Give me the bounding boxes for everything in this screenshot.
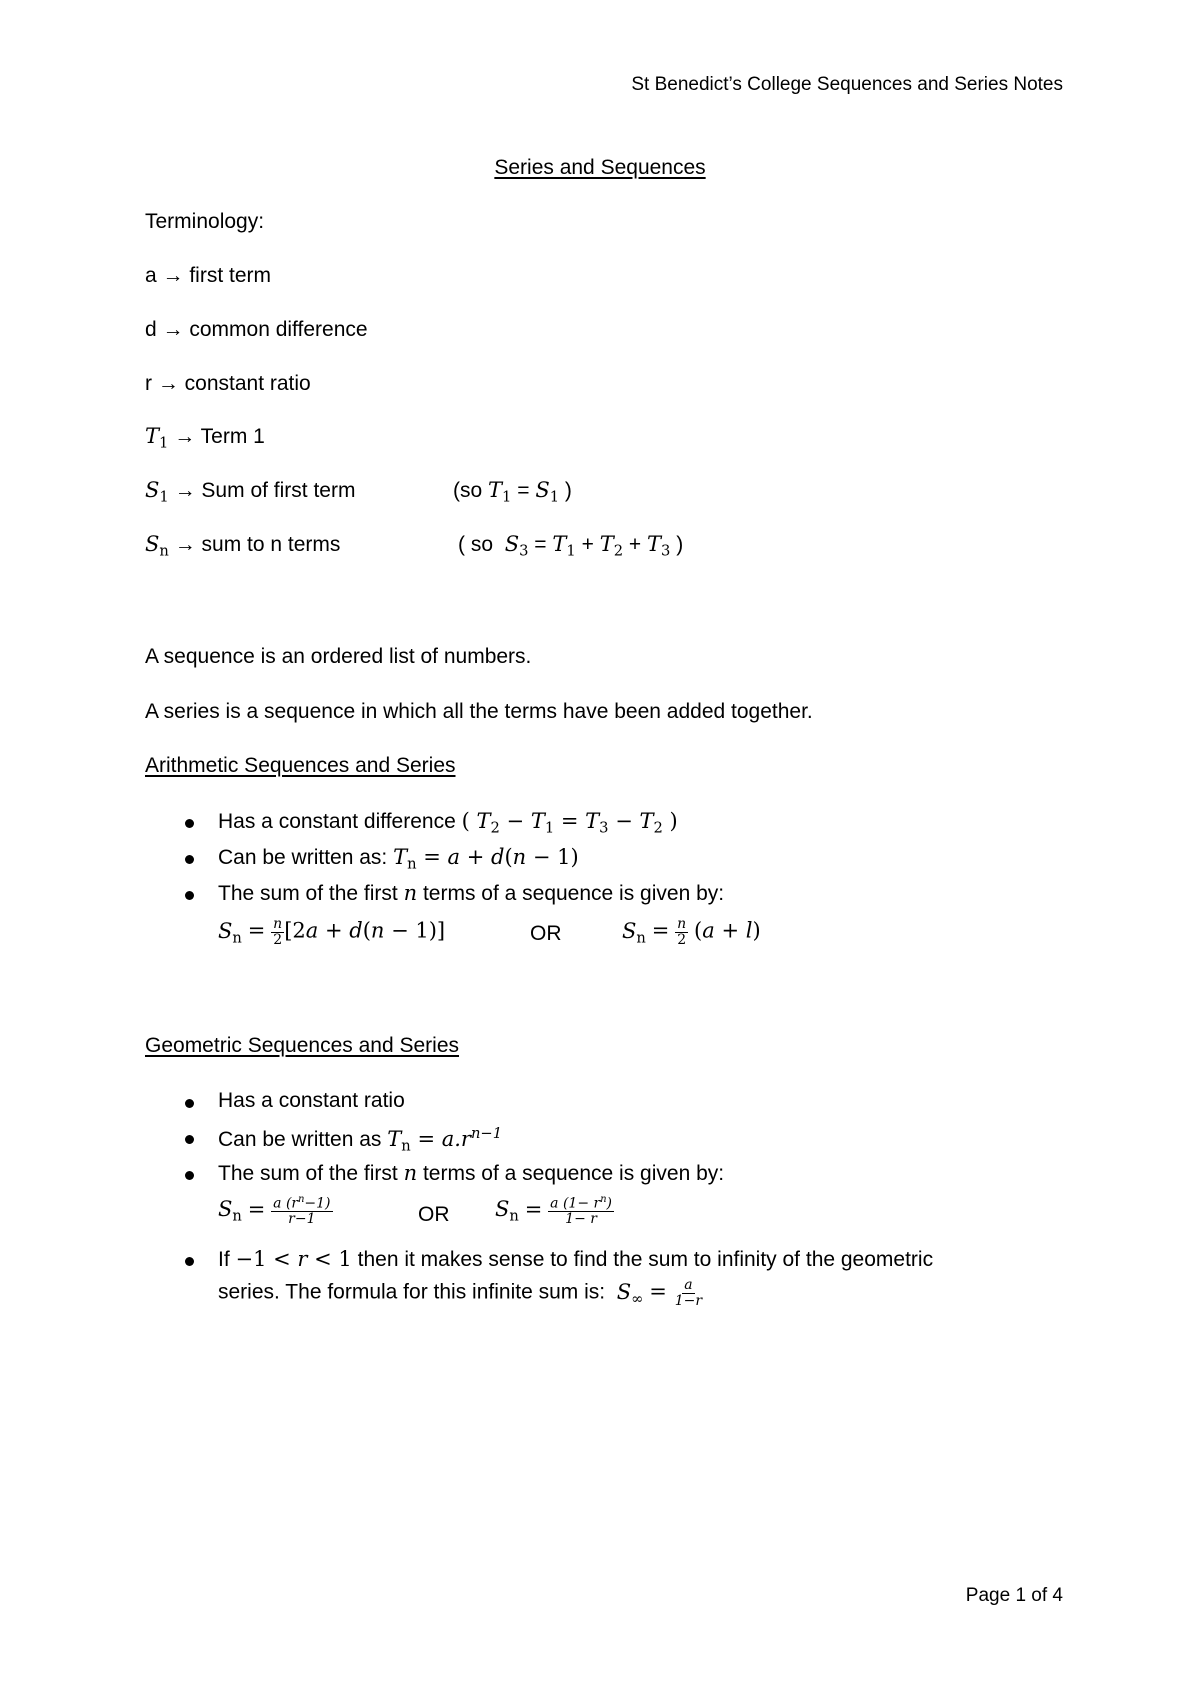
- arithmetic-heading: Arithmetic Sequences and Series: [145, 754, 456, 777]
- arith-bullet-difference: Has a constant difference ( $T_2 - T_1 = T_3 - T_2$ ): [218, 809, 678, 837]
- geo-or: OR: [418, 1203, 450, 1226]
- arith-or: OR: [530, 922, 562, 945]
- arith-bullet2-text: Can be written as:: [218, 846, 388, 869]
- geo-bullet-sum: The sum of the first n terms of a sequence is given by:: [218, 1161, 725, 1185]
- bullet-icon: [185, 1099, 194, 1108]
- arith-bullet-formula: Can be written as: $T_n = a + d(n - 1)$: [218, 845, 579, 873]
- arith-bullet-sum: The sum of the first n terms of a sequence is given by:: [218, 881, 725, 905]
- geo-bullet2-text: Can be written as: [218, 1128, 382, 1152]
- s1-note: (so $T_1 = S_1$ ): [453, 478, 572, 506]
- term-t1: [145, 424, 265, 451]
- arith-bullet3-text-a: The sum of the first: [218, 882, 398, 905]
- geo-bullet3-text-a: The sum of the first: [218, 1162, 398, 1185]
- bullet-icon: [185, 1135, 194, 1144]
- geo-bullet4-text-b: then it makes sense to find the sum to infinity of the geometric: [357, 1248, 934, 1271]
- bullet-icon: [185, 1257, 194, 1266]
- bullet-icon: [185, 1171, 194, 1180]
- arith-sum-formula-2: $S_n$ = $\frac{n}{2}$ (a + l): [622, 916, 761, 948]
- geo-bullet4-text-a: If: [218, 1248, 230, 1271]
- s1-symbol: $S_1$: [145, 478, 169, 506]
- page-title: Series and Sequences: [494, 156, 706, 179]
- sequence-definition: A sequence is an ordered list of numbers.: [145, 645, 532, 668]
- geo-bullet-ratio: Has a constant ratio: [218, 1089, 405, 1112]
- bullet-icon: [185, 855, 194, 864]
- geometric-heading: Geometric Sequences and Series: [145, 1034, 460, 1057]
- geo-bullet-formula: Can be written as $T_n = a.r^{n-1}$: [218, 1125, 503, 1155]
- s1-label: → Sum of first term: [174, 479, 356, 502]
- geo-bullet4-text-c: series. The formula for this infinite sum is:: [218, 1280, 606, 1304]
- series-definition: A series is a sequence in which all the terms have been added together.: [145, 700, 813, 723]
- term-s1: [145, 478, 355, 505]
- geo-bullet-infinity: If −1 < r < 1 then it makes sense to find the sum to infinity of the geometric: [218, 1247, 934, 1271]
- t1-symbol: $T_1$: [145, 424, 169, 452]
- geo-bullet3-text-b: terms of a sequence is given by:: [422, 1162, 725, 1185]
- bullet-icon: [185, 819, 194, 828]
- term-d: d → common difference: [145, 318, 368, 341]
- sn-symbol: $S_n$: [145, 532, 169, 560]
- arith-sum-formula-1: $S_n$ = $\frac{n}{2}$ [2a + d(n − 1)]: [218, 916, 446, 948]
- geo-infinity-formula-line: series. The formula for this infinite sum is: $S_\infty$ = $\frac{a}{1-r}$: [218, 1277, 703, 1309]
- running-header: St Benedict’s College Sequences and Series Notes: [631, 74, 1063, 95]
- sn-note: ( so $S_3 = T_1 + T_2 + T_3$ ): [458, 532, 684, 560]
- arith-bullet1-text: Has a constant difference: [218, 810, 456, 833]
- term-sn: [145, 532, 340, 559]
- t1-label: → Term 1: [174, 425, 265, 448]
- arith-bullet3-text-b: terms of a sequence is given by:: [422, 882, 725, 905]
- bullet-icon: [185, 891, 194, 900]
- term-a: a → first term: [145, 264, 272, 287]
- term-r: r → constant ratio: [145, 372, 311, 395]
- sn-note-prefix: ( so: [458, 533, 494, 556]
- terminology-heading: Terminology:: [145, 210, 265, 233]
- geo-sum-formula-2: $S_n$ = $\frac{a (1- r^n)}{1- r}$: [495, 1194, 612, 1228]
- s1-note-prefix: (so: [453, 479, 483, 502]
- sn-label: → sum to n terms: [174, 533, 341, 556]
- page-number: Page 1 of 4: [965, 1585, 1063, 1606]
- geo-sum-formula-1: $S_n$ = $\frac{a (r^n-1)}{r-1}$: [218, 1194, 331, 1228]
